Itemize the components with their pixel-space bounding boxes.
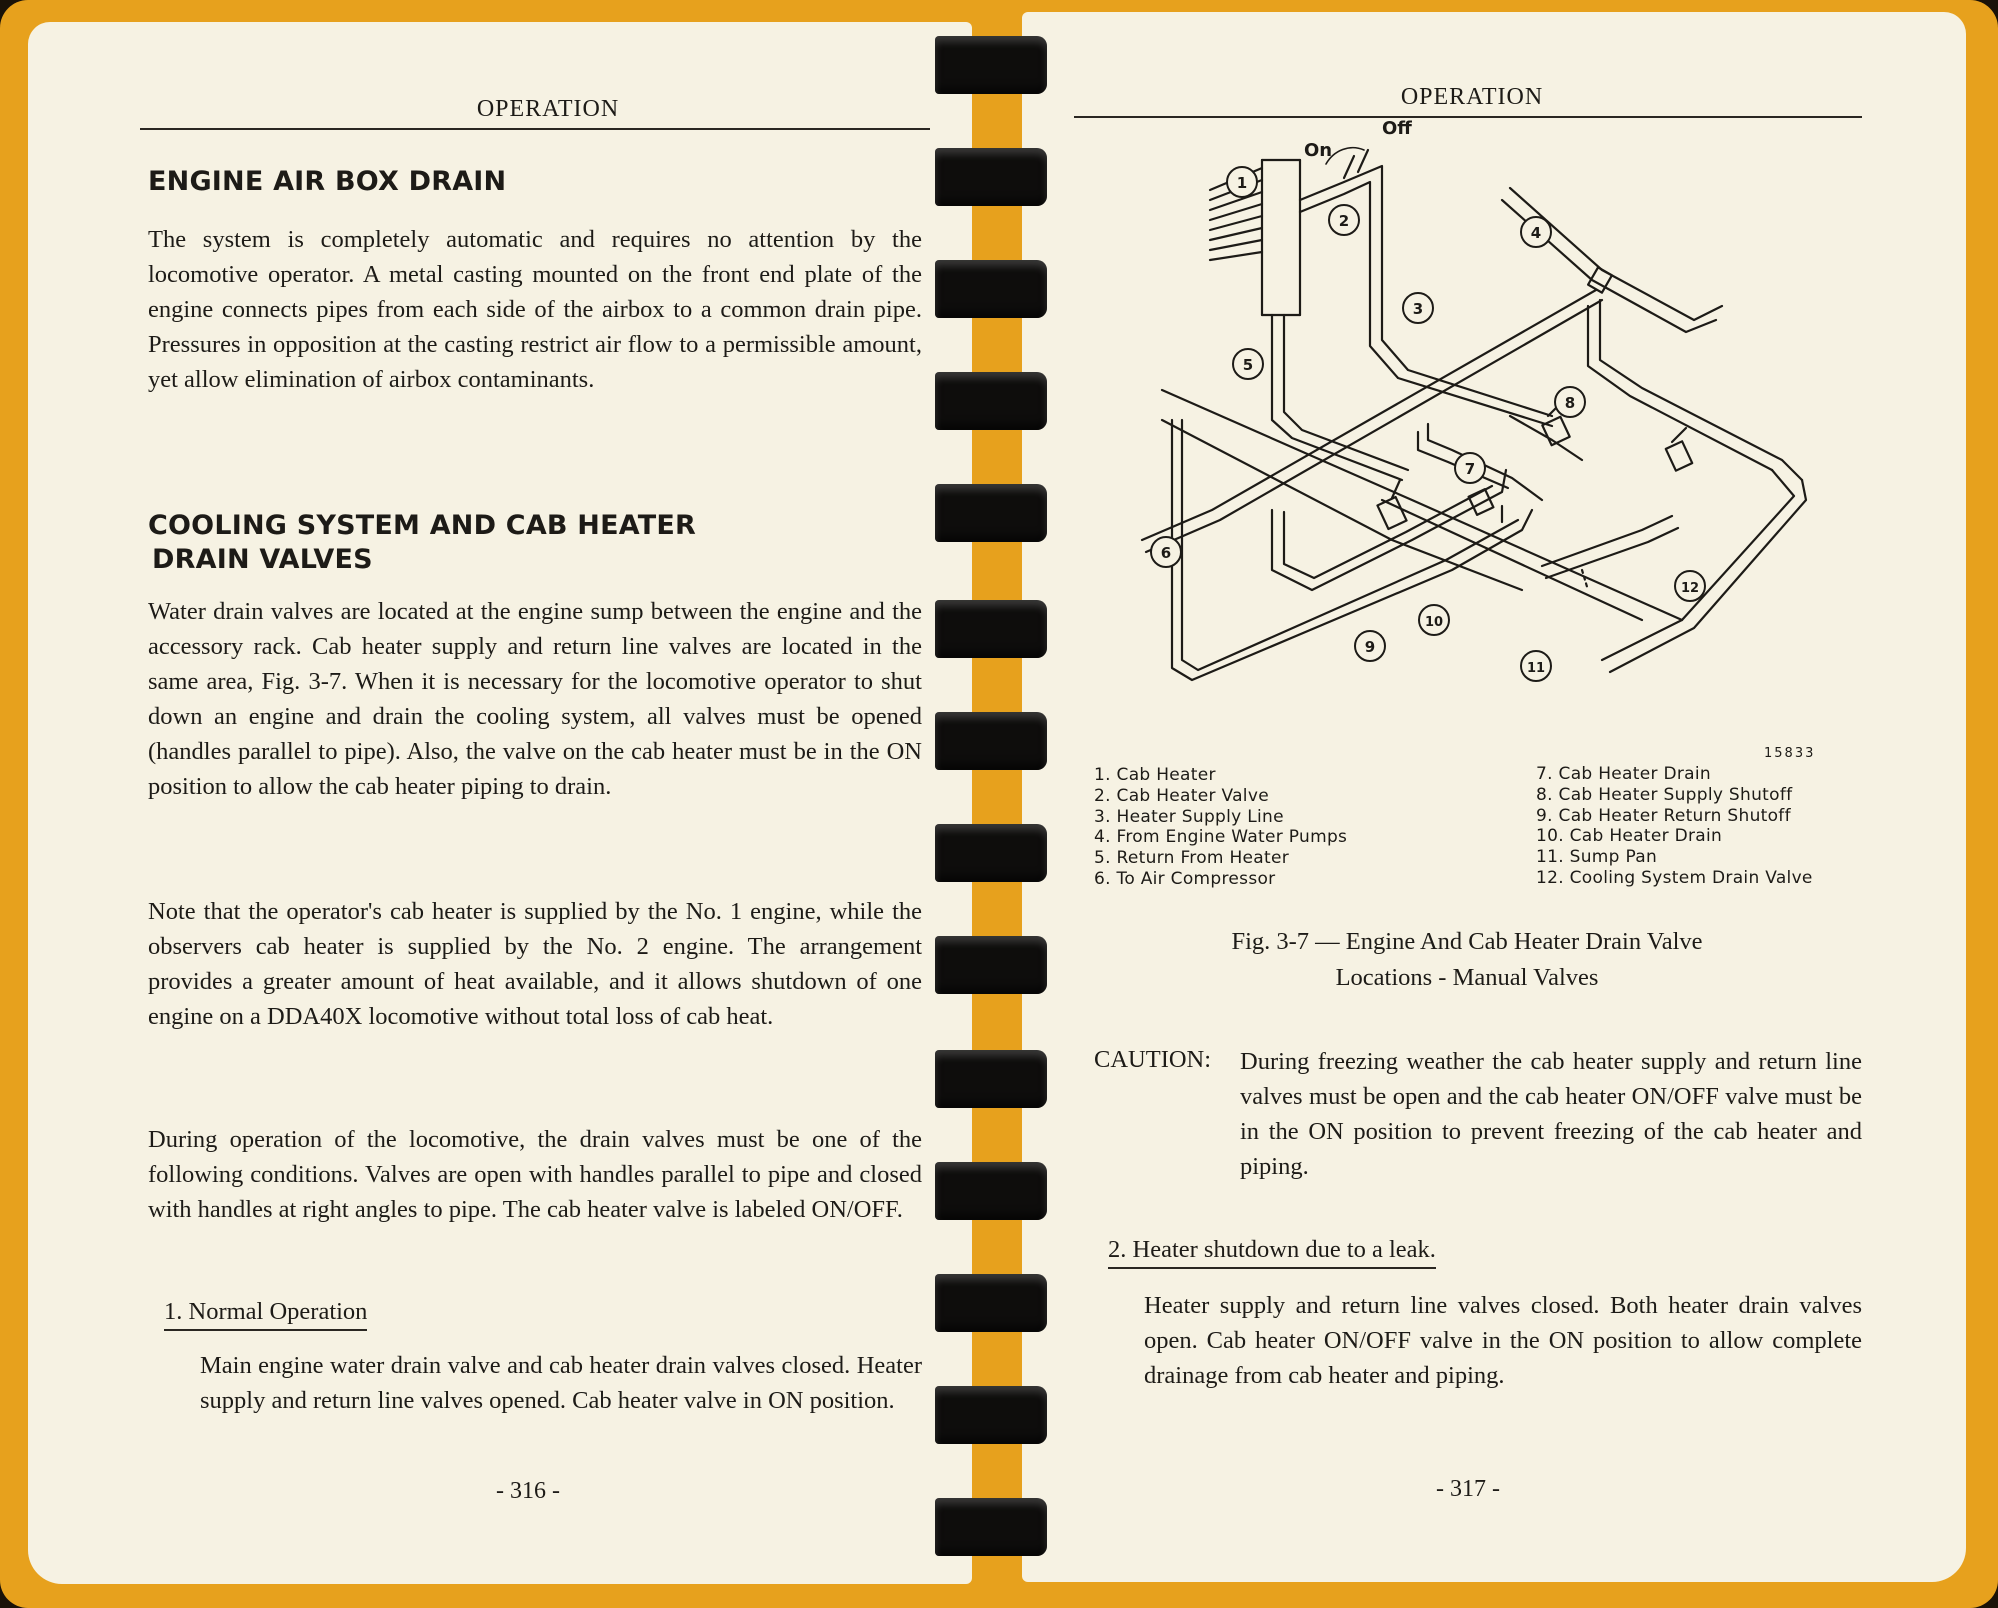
legend-item: 5. Return From Heater	[1094, 848, 1290, 869]
callout-1: 1	[1236, 174, 1248, 192]
section-heading-cooling-line1: COOLING SYSTEM AND CAB HEATER	[148, 510, 696, 541]
paragraph-air-box: The system is completely automatic and requires no attention by the locomotive operator. A metal casting mounted on the front end plate of the engine connects pipes from each side of the airbox to a common drain pipe. Pressures in opposition at the casting restrict air flow to a permissible amount, yet allow elimination of airbox contaminants.	[148, 226, 922, 393]
binding-coil	[935, 1386, 1047, 1444]
binding-coil	[935, 1274, 1047, 1332]
running-header: OPERATION	[1400, 84, 1544, 110]
section-heading-cooling-line2: DRAIN VALVES	[152, 544, 373, 575]
paragraph-heater-shutdown: Heater supply and return line valves closed. Both heater drain valves open. Cab heater ON/OFF valve in the ON position to allow complete drainage from cab heater and piping.	[1144, 1292, 1862, 1389]
caution-text: During freezing weather the cab heater supply and return line valves must be open and the cab heater ON/OFF valve must be in the ON position to prevent freezing of the cab heater and piping.	[1240, 1048, 1862, 1180]
legend-item: 2. Cab Heater Valve	[1094, 785, 1269, 806]
header-rule	[1074, 116, 1862, 118]
callout-10: 10	[1424, 615, 1444, 630]
figure-caption	[1122, 924, 1812, 996]
binding-coil	[935, 712, 1047, 770]
paragraph-drain-valves: Water drain valves are located at the engine sump between the engine and the accessory rack. Cab heater supply and return line valves are located in the same area, Fig. 3-7. When it is necessary for the locomotive operator to shut down an engine and drain the cooling system, all valves must be opened (handles parallel to pipe). Also, the valve on the cab heater must be in the ON position to allow the cab heater piping to drain.	[148, 598, 922, 800]
header-rule	[140, 128, 930, 130]
binding-coil	[935, 372, 1047, 430]
binding-coil	[935, 1498, 1047, 1556]
binding-coil	[935, 1050, 1047, 1108]
legend-left	[1094, 765, 1347, 890]
page-number-316: - 316 -	[496, 1478, 560, 1504]
off-label: Off	[1382, 120, 1412, 139]
binding-coil	[935, 148, 1047, 206]
paragraph-normal-operation: Main engine water drain valve and cab heater drain valves closed. Heater supply and return line valves opened. Cab heater valve in ON position.	[200, 1352, 922, 1414]
figure-caption-line2: Locations - Manual Valves	[1335, 964, 1599, 991]
legend-item: 1. Cab Heater	[1094, 765, 1216, 785]
callout-4: 4	[1530, 224, 1542, 242]
page-number-317: - 317 -	[1436, 1476, 1500, 1502]
binding-coil	[935, 260, 1047, 318]
running-header: OPERATION	[476, 96, 620, 122]
legend-item: 6. To Air Compressor	[1094, 868, 1276, 889]
legend-item: 3. Heater Supply Line	[1094, 806, 1284, 827]
callout-6: 6	[1160, 544, 1172, 562]
caution-label: CAUTION:	[1094, 1046, 1212, 1073]
right-page	[1022, 12, 1966, 1582]
callout-11: 11	[1526, 661, 1546, 676]
section-heading-air-box: ENGINE AIR BOX DRAIN	[148, 166, 507, 197]
paragraph-valve-conditions: During operation of the locomotive, the drain valves must be one of the following conditions. Valves are open with handles parallel to pipe and closed with handles at right angles to pipe. The cab heater valve is labeled ON/OFF.	[148, 1126, 922, 1223]
left-page	[28, 22, 972, 1584]
legend-item: 9. Cab Heater Return Shutoff	[1536, 805, 1791, 826]
on-label: On	[1304, 140, 1333, 161]
callout-9: 9	[1364, 638, 1376, 656]
binding-coil	[935, 484, 1047, 542]
subheading-heater-shutdown: 2. Heater shutdown due to a leak.	[1108, 1236, 1436, 1269]
legend-item: 4. From Engine Water Pumps	[1094, 827, 1348, 848]
legend-item: 10. Cab Heater Drain	[1536, 826, 1723, 847]
binding-coil	[935, 1162, 1047, 1220]
binding-coil	[935, 600, 1047, 658]
binding-coil	[935, 36, 1047, 94]
binding-coil	[935, 824, 1047, 882]
subheading-normal-operation: 1. Normal Operation	[164, 1298, 367, 1331]
callout-12: 12	[1680, 581, 1700, 596]
figure-caption-line1: Fig. 3-7 — Engine And Cab Heater Drain Valve	[1231, 928, 1703, 955]
callout-8: 8	[1564, 394, 1576, 412]
legend-item: 7. Cab Heater Drain	[1536, 764, 1711, 784]
callout-5: 5	[1242, 356, 1254, 374]
legend-item: 11. Sump Pan	[1536, 847, 1658, 868]
legend-right	[1536, 764, 1813, 889]
paragraph-cab-heater-supply: Note that the operator's cab heater is supplied by the No. 1 engine, while the observers cab heater is supplied by the No. 2 engine. The arrangement provides a greater amount of heat available, and it allows shutdown of one engine on a DDA40X locomotive without total loss of cab heat.	[148, 898, 922, 1030]
callout-3: 3	[1412, 300, 1424, 318]
binding-coil	[935, 936, 1047, 994]
legend-item: 8. Cab Heater Supply Shutoff	[1536, 784, 1793, 805]
spiral-binding	[935, 0, 1060, 1608]
callout-2: 2	[1338, 212, 1350, 230]
callout-7: 7	[1464, 460, 1476, 478]
legend-item: 12. Cooling System Drain Valve	[1536, 867, 1813, 888]
drain-valve-diagram	[1082, 120, 1872, 720]
figure-code: 15833	[1764, 746, 1816, 761]
